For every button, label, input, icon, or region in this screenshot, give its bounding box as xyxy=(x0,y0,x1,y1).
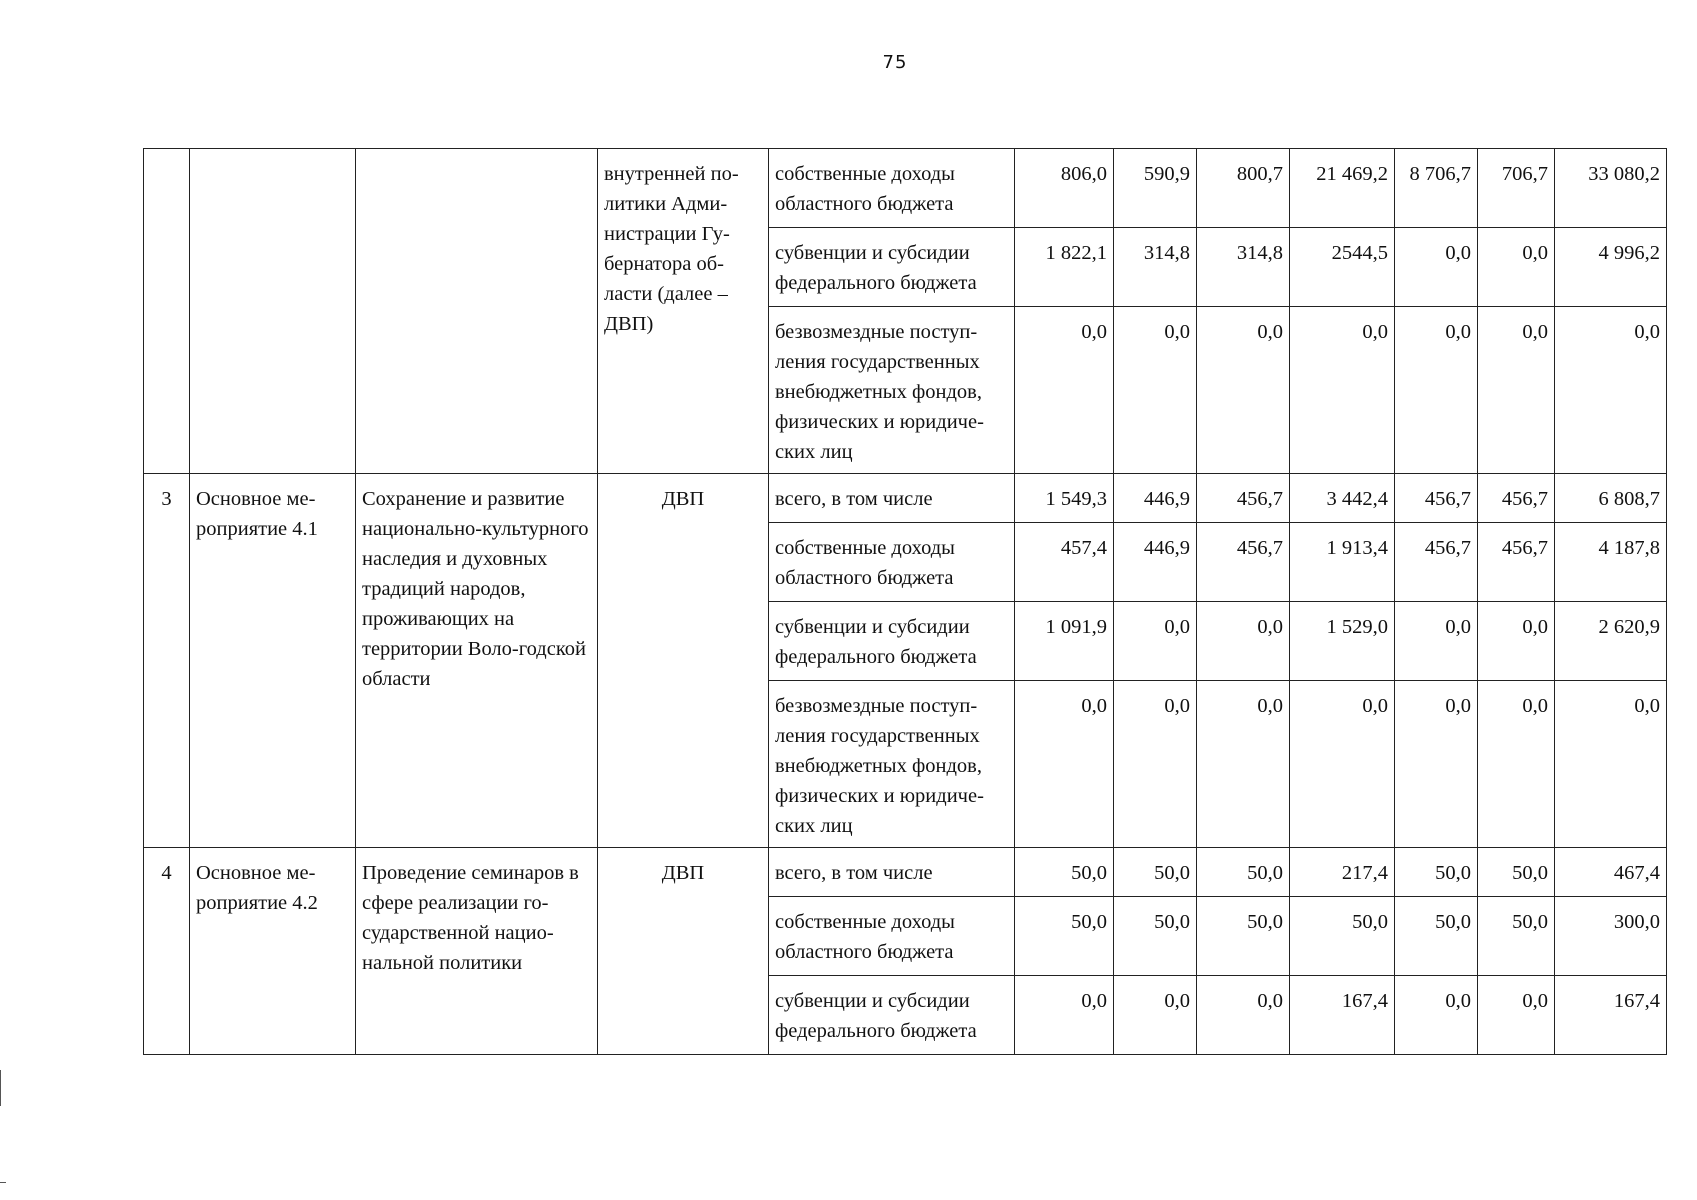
value-cell: 457,4 xyxy=(1015,523,1114,602)
margin-mark xyxy=(0,1182,6,1183)
value-cell: 446,9 xyxy=(1114,523,1197,602)
table-body xyxy=(144,149,1667,1055)
value-cell: 456,7 xyxy=(1478,474,1555,523)
value-cell: 1 549,3 xyxy=(1015,474,1114,523)
value-cell: 0,0 xyxy=(1114,681,1197,848)
value-cell: 0,0 xyxy=(1114,307,1197,474)
measure-cell xyxy=(190,149,356,474)
value-cell: 167,4 xyxy=(1555,976,1667,1055)
value-cell: 50,0 xyxy=(1015,897,1114,976)
executor-cell: ДВП xyxy=(598,848,769,1055)
name-cell xyxy=(356,149,598,474)
value-cell: 50,0 xyxy=(1114,897,1197,976)
value-cell: 50,0 xyxy=(1197,848,1290,897)
table-row xyxy=(144,149,1667,228)
value-cell: 0,0 xyxy=(1478,681,1555,848)
value-cell: 0,0 xyxy=(1395,602,1478,681)
num-cell: 4 xyxy=(144,848,190,1055)
value-cell: 0,0 xyxy=(1395,228,1478,307)
measure-cell: Основное ме-роприятие 4.2 xyxy=(190,848,356,1055)
value-cell: 0,0 xyxy=(1478,602,1555,681)
source-cell: собственные доходы областного бюджета xyxy=(769,897,1015,976)
value-cell: 456,7 xyxy=(1478,523,1555,602)
value-cell: 300,0 xyxy=(1555,897,1667,976)
value-cell: 0,0 xyxy=(1114,602,1197,681)
name-cell: Сохранение и развитие национально-культурного наследия и духовных традиций народов, проживающих на территории Воло-годской области xyxy=(356,474,598,848)
measure-cell: Основное ме-роприятие 4.1 xyxy=(190,474,356,848)
executor-cell: ДВП xyxy=(598,474,769,848)
table-row xyxy=(144,848,1667,897)
page-number: 75 xyxy=(882,52,908,73)
source-cell: субвенции и субсидии федерального бюджета xyxy=(769,228,1015,307)
value-cell: 3 442,4 xyxy=(1290,474,1395,523)
value-cell: 456,7 xyxy=(1395,523,1478,602)
source-cell: субвенции и субсидии федерального бюджета xyxy=(769,976,1015,1055)
source-cell: всего, в том числе xyxy=(769,848,1015,897)
value-cell: 0,0 xyxy=(1395,976,1478,1055)
value-cell: 0,0 xyxy=(1197,307,1290,474)
num-cell: 3 xyxy=(144,474,190,848)
value-cell: 4 996,2 xyxy=(1555,228,1667,307)
value-cell: 0,0 xyxy=(1478,228,1555,307)
value-cell: 0,0 xyxy=(1290,307,1395,474)
value-cell: 0,0 xyxy=(1395,681,1478,848)
value-cell: 456,7 xyxy=(1197,523,1290,602)
value-cell: 0,0 xyxy=(1197,976,1290,1055)
value-cell: 0,0 xyxy=(1395,307,1478,474)
value-cell: 21 469,2 xyxy=(1290,149,1395,228)
value-cell: 167,4 xyxy=(1290,976,1395,1055)
value-cell: 0,0 xyxy=(1478,307,1555,474)
value-cell: 50,0 xyxy=(1395,897,1478,976)
value-cell: 50,0 xyxy=(1197,897,1290,976)
value-cell: 0,0 xyxy=(1555,681,1667,848)
source-cell: собственные доходы областного бюджета xyxy=(769,149,1015,228)
value-cell: 446,9 xyxy=(1114,474,1197,523)
value-cell: 706,7 xyxy=(1478,149,1555,228)
value-cell: 0,0 xyxy=(1290,681,1395,848)
value-cell: 8 706,7 xyxy=(1395,149,1478,228)
value-cell: 0,0 xyxy=(1015,976,1114,1055)
source-cell: субвенции и субсидии федерального бюджета xyxy=(769,602,1015,681)
num-cell xyxy=(144,149,190,474)
value-cell: 1 822,1 xyxy=(1015,228,1114,307)
value-cell: 0,0 xyxy=(1197,681,1290,848)
source-cell: собственные доходы областного бюджета xyxy=(769,523,1015,602)
name-cell: Проведение семинаров в сфере реализации го-сударственной нацио-нальной политики xyxy=(356,848,598,1055)
value-cell: 217,4 xyxy=(1290,848,1395,897)
value-cell: 2 620,9 xyxy=(1555,602,1667,681)
source-cell: всего, в том числе xyxy=(769,474,1015,523)
value-cell: 33 080,2 xyxy=(1555,149,1667,228)
value-cell: 6 808,7 xyxy=(1555,474,1667,523)
value-cell: 50,0 xyxy=(1395,848,1478,897)
value-cell: 0,0 xyxy=(1555,307,1667,474)
value-cell: 467,4 xyxy=(1555,848,1667,897)
value-cell: 590,9 xyxy=(1114,149,1197,228)
value-cell: 0,0 xyxy=(1114,976,1197,1055)
value-cell: 50,0 xyxy=(1290,897,1395,976)
value-cell: 0,0 xyxy=(1015,307,1114,474)
value-cell: 50,0 xyxy=(1478,848,1555,897)
value-cell: 0,0 xyxy=(1478,976,1555,1055)
value-cell: 50,0 xyxy=(1478,897,1555,976)
value-cell: 0,0 xyxy=(1197,602,1290,681)
source-cell: безвозмездные поступ-ления государственных внебюджетных фондов, физических и юридиче-ских лиц xyxy=(769,307,1015,474)
value-cell: 806,0 xyxy=(1015,149,1114,228)
value-cell: 456,7 xyxy=(1197,474,1290,523)
value-cell: 50,0 xyxy=(1015,848,1114,897)
value-cell: 1 913,4 xyxy=(1290,523,1395,602)
value-cell: 1 091,9 xyxy=(1015,602,1114,681)
value-cell: 4 187,8 xyxy=(1555,523,1667,602)
value-cell: 456,7 xyxy=(1395,474,1478,523)
value-cell: 1 529,0 xyxy=(1290,602,1395,681)
value-cell: 0,0 xyxy=(1015,681,1114,848)
margin-mark xyxy=(0,1070,7,1106)
executor-cell: внутренней по-литики Адми-нистрации Гу-бернатора об-ласти (далее – ДВП) xyxy=(598,149,769,474)
source-cell: безвозмездные поступ-ления государственных внебюджетных фондов, физических и юридиче-ских лиц xyxy=(769,681,1015,848)
value-cell: 50,0 xyxy=(1114,848,1197,897)
value-cell: 314,8 xyxy=(1197,228,1290,307)
value-cell: 2544,5 xyxy=(1290,228,1395,307)
table-row xyxy=(144,474,1667,523)
value-cell: 800,7 xyxy=(1197,149,1290,228)
budget-table xyxy=(143,148,1667,1055)
value-cell: 314,8 xyxy=(1114,228,1197,307)
